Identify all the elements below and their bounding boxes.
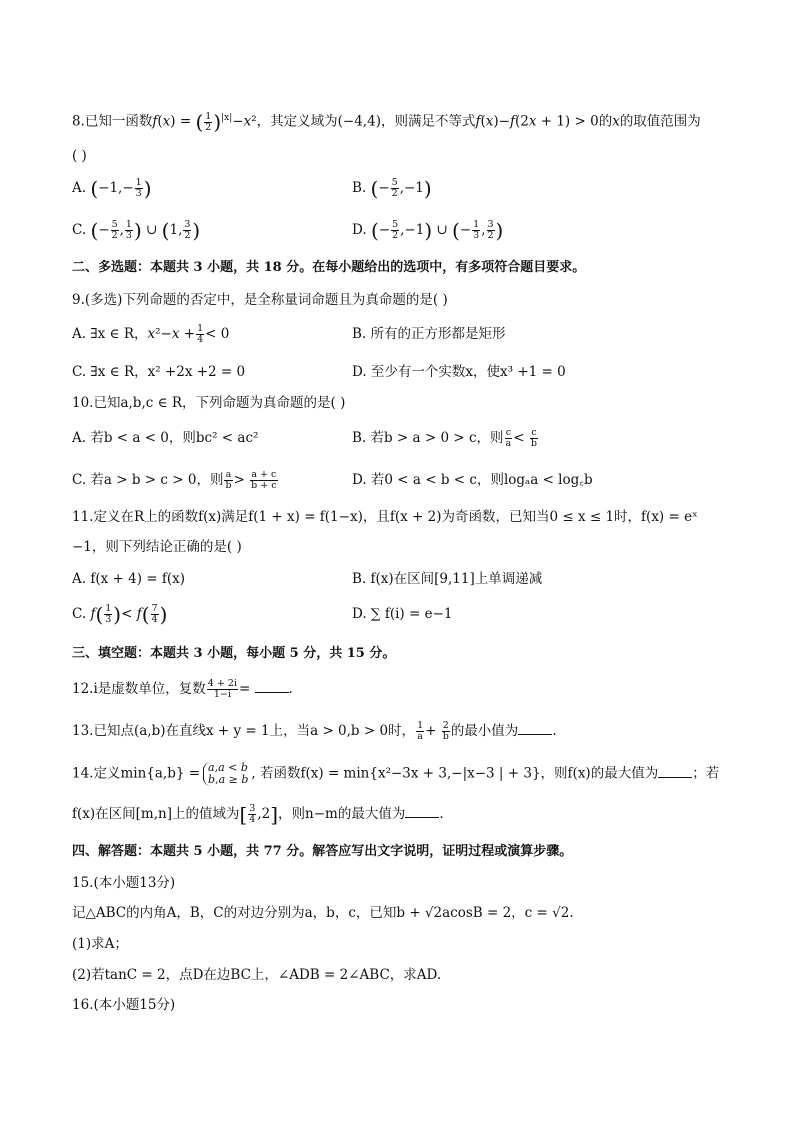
q9-option-a: A. ∃x ∈ R，x²−x + $\frac{1}{4}$ < 0 — [72, 323, 230, 345]
q8-option-a: A. (−1,− $\frac{1}{3}$ ) — [72, 176, 152, 201]
q9-option-b: B. 所有的正方形都是矩形 — [352, 326, 506, 342]
q16-heading: 16.(本小题15分) — [72, 997, 176, 1013]
q8-option-c: C. (− $\frac{5}{2}$ , $\frac{1}{3}$ ) ∪ (1, $\frac{3}{2}$ ) — [72, 218, 201, 243]
q8-option-b: B. (− $\frac{5}{2}$ ,−1) — [352, 176, 432, 201]
q12-answer-blank[interactable] — [255, 678, 289, 693]
q8-option-d: D. (− $\frac{5}{2}$ ,−1) ∪ (− $\frac{1}{3}$ , $\frac{3}{2}$ ) — [352, 218, 504, 243]
q11-stem-1: 11.定义在R上的函数f(x)满足f(1 + x) = f(1−x)，且f(x + 2)为奇函数，已知当0 ≤ x ≤ 1时，f(x) = eˣ — [72, 509, 698, 525]
q15-part-2: (2)若tanC = 2，点D在边BC上，∠ADB = 2∠ABC，求AD. — [72, 967, 442, 983]
q9-stem: 9.(多选)下列命题的否定中，是全称量词命题且为真命题的是( ) — [72, 292, 448, 308]
q12-stem: 12.i是虚数单位，复数 $\frac{4 + 2i}{1-i}$ = . — [72, 678, 293, 700]
q8-stem: 8.已知一函数f(x) = ( $\frac{1}{2}$ )$^{|x|}$−x²，其定义域为(−4,4)，则满足不等式f(x)−f(2x + 1) > 0的x的取值范围为 — [72, 110, 701, 134]
section-2-heading: 二、多选题：本题共 3 小题，共 18 分。在每小题给出的选项中，有多项符合题目要求。 — [72, 260, 586, 275]
q11-stem-2: −1，则下列结论正确的是( ) — [72, 539, 242, 555]
q10-option-c: C. 若a > b > c > 0，则 $\frac{a}{b}$ > $\frac{a + c}{b + c}$ — [72, 469, 277, 491]
q11-option-a: A. f(x + 4) = f(x) — [72, 571, 185, 587]
q13-answer-blank[interactable] — [518, 720, 552, 735]
q14-stem-2: f(x)在区间[m,n]上的值域为[ $\frac{3}{4}$ ,2]，则n−m的最大值为 . — [72, 802, 444, 827]
q9-option-d: D. 至少有一个实数x，使x³ +1 = 0 — [352, 364, 566, 380]
q8-paren: ( ) — [72, 148, 87, 164]
q10-option-a: A. 若b < a < 0，则bc² < ac² — [72, 430, 259, 446]
q13-stem: 13.已知点(a,b)在直线x + y = 1上，当a > 0,b > 0时， $\frac{1}{a}$ + $\frac{2}{b}$ 的最小值为 . — [72, 720, 557, 742]
section-4-heading: 四、解答题：本题共 5 小题，共 77 分。解答应写出文字说明，证明过程或演算步骤。 — [72, 844, 573, 859]
q11-option-b: B. f(x)在区间[9,11]上单调递减 — [352, 571, 543, 587]
q10-option-d: D. 若0 < a < b < c，则logₐa < log꜀b — [352, 472, 593, 488]
q10-option-b: B. 若b > a > 0 > c，则 $\frac{c}{a}$ < $\frac{c}{b}$ — [352, 427, 537, 449]
q15-heading: 15.(本小题13分) — [72, 875, 176, 891]
q11-option-c: C. f( $\frac{1}{3}$ )< f( $\frac{7}{4}$ ) — [72, 602, 168, 627]
q15-part-1: (1)求A； — [72, 936, 128, 952]
q11-option-d: D. ∑ f(i) = e−1 — [352, 606, 453, 622]
q14-answer-blank-1[interactable] — [658, 763, 692, 778]
q10-stem: 10.已知a,b,c ∈ R，下列命题为真命题的是( ) — [72, 395, 346, 411]
q14-answer-blank-2[interactable] — [405, 803, 439, 818]
section-3-heading: 三、填空题：本题共 3 小题，每小题 5 分，共 15 分。 — [72, 646, 396, 661]
q9-option-c: C. ∃x ∈ R，x² +2x +2 = 0 — [72, 364, 246, 380]
q14-stem-1: 14.定义min{a,b} = a,a < b b,a ≥ b , 若函数f(x) = min{x²−3x + 3,−|x−3 | + 3}，则f(x)的最大值为 ；若 — [72, 761, 720, 786]
q15-stem: 记△ABC的内角A，B，C的对边分别为a，b，c，已知b + √2acosB = 2，c = √2. — [72, 905, 574, 921]
